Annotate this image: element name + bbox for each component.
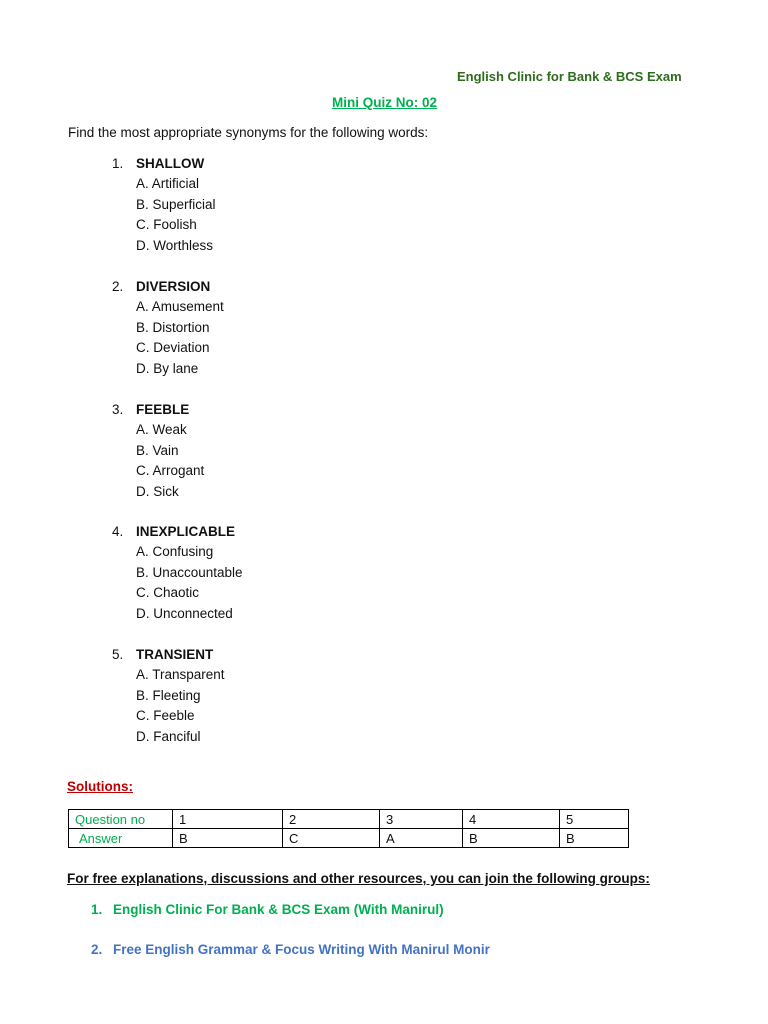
option-c: C. Deviation [136, 340, 210, 355]
question-number: 4. [112, 524, 124, 539]
question-word-text: DIVERSION [136, 279, 211, 294]
option-d: D. Fanciful [136, 728, 201, 744]
option-b: B. Unaccountable [136, 564, 243, 580]
group-item-2 [91, 942, 490, 957]
solutions-heading: Solutions: [67, 779, 133, 794]
table-cell: A [380, 829, 463, 848]
groups-heading: For free explanations, discussions and other resources, you can join the following groups: [67, 871, 650, 886]
option-b: B. Superficial [136, 196, 216, 212]
option-d: D. By lane [136, 360, 199, 376]
question-word [112, 522, 412, 542]
question-word-text: FEEBLE [136, 402, 190, 417]
group-number: 2. [91, 942, 103, 957]
option-b: B. Distortion [136, 319, 210, 335]
solutions-table [68, 809, 629, 848]
table-cell: 5 [560, 810, 629, 829]
table-row [69, 829, 629, 848]
question-word-text: INEXPLICABLE [136, 524, 236, 539]
option-a: A. Confusing [136, 544, 214, 559]
question-2 [112, 277, 412, 379]
quiz-title: Mini Quiz No: 02 [332, 95, 438, 110]
group-item-1 [91, 902, 444, 917]
question-word [112, 154, 412, 174]
option-a: A. Amusement [136, 299, 224, 314]
table-cell: B [560, 829, 629, 848]
question-word-text: TRANSIENT [136, 647, 214, 662]
row-label-answer: Answer [69, 829, 173, 848]
group-name: English Clinic For Bank & BCS Exam (With Manirul) [113, 902, 444, 917]
option-a: A. Weak [136, 422, 187, 437]
question-word [112, 277, 412, 297]
option-c: C. Feeble [136, 708, 195, 723]
option-c: C. Chaotic [136, 585, 200, 600]
question-3 [112, 400, 412, 502]
group-number: 1. [91, 902, 103, 917]
table-cell: B [173, 829, 283, 848]
table-cell: 1 [173, 810, 283, 829]
row-label-question: Question no [69, 810, 173, 829]
question-5 [112, 645, 412, 747]
option-d: D. Unconnected [136, 605, 233, 621]
option-a: A. Transparent [136, 667, 225, 682]
option-a: A. Artificial [136, 176, 200, 191]
table-cell: 4 [463, 810, 560, 829]
option-c: C. Foolish [136, 217, 197, 232]
document-header: English Clinic for Bank & BCS Exam [457, 69, 682, 84]
table-cell: C [283, 829, 380, 848]
option-c: C. Arrogant [136, 463, 205, 478]
group-name: Free English Grammar & Focus Writing With Manirul Monir [113, 942, 490, 957]
question-word-text: SHALLOW [136, 156, 205, 171]
option-b: B. Vain [136, 442, 179, 458]
table-cell: 2 [283, 810, 380, 829]
question-number: 2. [112, 279, 124, 294]
question-1 [112, 154, 412, 256]
instruction-text: Find the most appropriate synonyms for the following words: [68, 125, 429, 140]
question-number: 3. [112, 402, 124, 417]
table-row [69, 810, 629, 829]
question-word [112, 645, 412, 665]
question-number: 5. [112, 647, 124, 662]
option-d: D. Sick [136, 483, 179, 499]
question-4 [112, 522, 412, 624]
option-b: B. Fleeting [136, 687, 201, 703]
question-number: 1. [112, 156, 124, 171]
option-d: D. Worthless [136, 237, 214, 253]
question-word [112, 400, 412, 420]
table-cell: B [463, 829, 560, 848]
table-cell: 3 [380, 810, 463, 829]
